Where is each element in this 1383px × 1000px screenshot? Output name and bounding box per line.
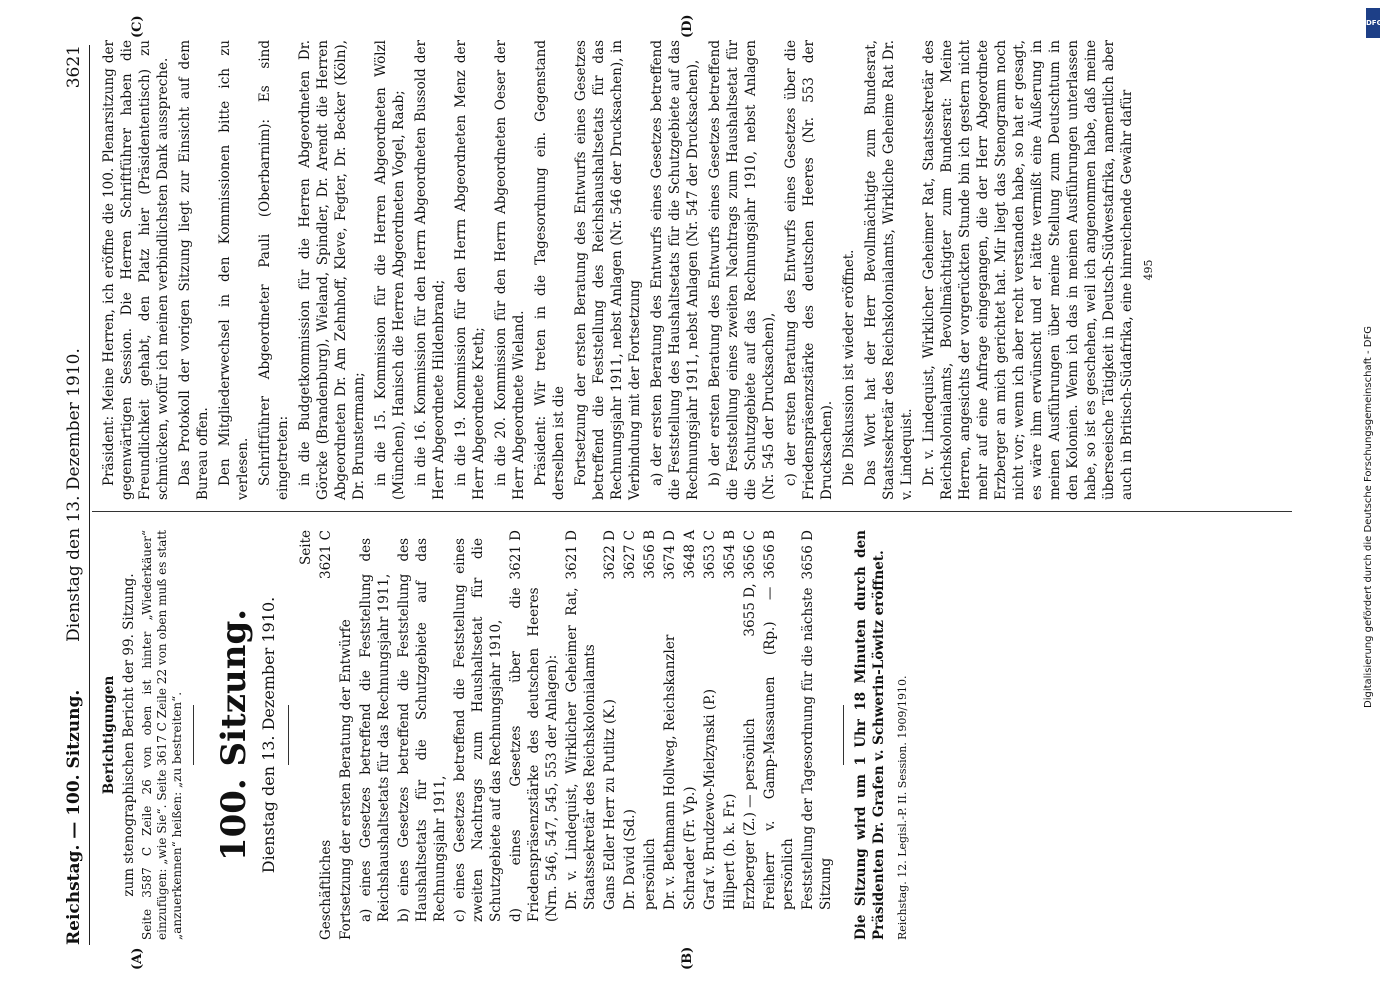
proceedings-paragraph: in die Budgetkommission für die Herren Abgeordneten Dr. Görcke (Brandenburg), Wieland, Spindler, Dr. Arendt die Herren Abgeordneten Dr. Am Zehnhoff, Kleve, Fegter, Dr. Becker (Köln), Dr. Brunstermann; (297, 40, 367, 500)
toc-entry-page: 3656 B (642, 530, 658, 579)
toc-entry (799, 530, 835, 940)
margin-marker-d: (D) (680, 14, 695, 38)
page-footer: Reichstag. 12. Legisl.-P. II. Session. 1909/1910. (896, 675, 909, 940)
column-divider (92, 511, 1292, 512)
toc-entry-text: Dr. David (Sd.) (622, 809, 638, 910)
table-of-contents (317, 530, 835, 940)
header-left: Reichstag. — 100. Sitzung. (64, 689, 84, 945)
divider (193, 705, 194, 765)
toc-entry (661, 530, 679, 940)
toc-entry-text: Gans Edler Herr zu Putlitz (K.) (602, 699, 618, 910)
digitization-sidebar (1358, 8, 1380, 708)
toc-entry-text: a) eines Gesetzes betreffend die Feststellung des Reichshaushaltsetats für das Rechnungsjahr 1911, (358, 538, 392, 922)
toc-entry (621, 530, 639, 940)
proceedings-paragraph: Schriftführer Abgeordneter Pauli (Oberbarnim): Es sind eingetreten: (257, 40, 291, 500)
toc-entry (357, 530, 393, 940)
session-date: Dienstag den 13. Dezember 1910. (259, 596, 278, 874)
divider (288, 705, 289, 765)
proceedings-paragraph: Fortsetzung der ersten Beratung des Entwurfs eines Gesetzes betreffend die Feststellung des Reichshaushaltsetats für das Rechnungsjahr 1911, nebst Anlagen (Nr. 546 der Drucksachen), in Verbindung mit der Fortsetzung (573, 40, 643, 500)
proceedings-paragraph: b) der ersten Beratung des Entwurfs eines Gesetzes betreffend die Feststellung eines zweiten Nachtrags zum Haushaltsetat für die Schutzgebiete auf das Rechnungsjahr 1910, nebst Anlagen (Nr. 545 der Drucksachen), (707, 40, 777, 500)
proceedings-paragraph: Das Wort hat der Herr Bevollmächtigte zum Bundesrat, Staatssekretär des Reichskolonialamts, Wirkliche Geheime Rat Dr. v. Lindequist. (863, 40, 915, 500)
toc-entry (451, 530, 505, 940)
proceedings-paragraph: Präsident: Wir treten in die Tagesordnung ein. Gegenstand derselben ist die (533, 40, 567, 500)
seite-label: Seite (298, 530, 314, 565)
toc-entry-text: b) eines Gesetzes betreffend die Feststellung des Haushaltsetats für die Schutzgebiete auf das Rechnungsjahr 1911, (396, 538, 448, 922)
toc-entry (701, 530, 719, 940)
berichtigungen-title: Berichtigungen (101, 675, 117, 795)
toc-entry-text: Hilpert (b. k. Fr.) (722, 793, 738, 910)
berichtigungen-text: Seite 3587 C Zeile 26 von oben ist hinter „Wiederkäuer“ einzufügen: „wie Sie“. Seite 3617 C Zeile 22 von oben muß es statt „anzuerkennen“ heißen: „zu bestreiten“. (140, 530, 184, 940)
proceedings-paragraph: Das Protokoll der vorigen Sitzung liegt zur Einsicht auf dem Bureau offen. (177, 40, 211, 500)
toc-entry-text: Dr. v. Lindequist, Wirklicher Geheimer Rat, Staatssekretär des Reichskolonialamts (564, 587, 598, 910)
proceedings-paragraph: Den Mitgliederwechsel in den Kommissionen bitte ich zu verlesen. (217, 40, 251, 500)
toc-entry-text: Graf v. Brudzewo-Mielzynski (P.) (702, 688, 718, 910)
toc-entry-text: Freiherr v. Gamp-Massaunen (Rp.) — persönlich (762, 586, 796, 910)
proceedings-paragraph: c) der ersten Beratung des Entwurfs eines Gesetzes über die Friedenspräsenzstärke des deutschen Heeres (Nr. 553 der Drucksachen). (783, 40, 835, 500)
proceedings-paragraph: Dr. v. Lindequist, Wirklicher Geheimer Rat, Staatssekretär des Reichskolonialamts, Bevollmächtigter zum Bundesrat: Meine Herren, angesichts der vorgerückten Stunde bin ich gestern nicht mehr auf eine Anfrage eingegangen, die der Herr Abgeordnete Erzberger an mich gerichtet hat. Mir liegt das Stenogramm noch nicht vor; wenn ich aber recht verstanden habe, so hat er gesagt, es wäre ihm erwünscht und er hätte vermißt eine Äußerung in meinen Ausführungen über meine Stellung zum Deutschtum in den Kolonien. Wenn ich das in meinen Ausführungen unterlassen habe, so ist es geschehen, weil ich angenommen habe, daß meine überseeische Tätigkeit in Deutsch-Südwestafrika, namentlich aber auch in Britisch-Südafrika, eine hinreichende Gewähr dafür (921, 40, 1135, 500)
right-column (100, 40, 1300, 500)
toc-entry (337, 530, 355, 940)
toc-entry-page: 3656 D (800, 530, 816, 580)
header-center: Dienstag den 13. Dezember 1910. (64, 348, 84, 642)
margin-marker-c: (C) (130, 15, 145, 38)
toc-entry (317, 530, 335, 940)
toc-entry-page: 3627 C (622, 530, 638, 579)
toc-entry (761, 530, 797, 940)
toc-entry-text: Schrader (Fr. Vp.) (682, 786, 698, 910)
toc-entry (507, 530, 561, 940)
sheet-number: 495 (1142, 259, 1155, 281)
proceedings-paragraph: Die Diskussion ist wieder eröffnet. (841, 249, 857, 486)
header-page-number: 3621 (64, 45, 84, 89)
toc-entry (601, 530, 619, 940)
toc-entry-page: 3621 D (508, 530, 524, 580)
toc-entry-page: 3621 C (318, 530, 334, 579)
toc-entry-page: 3654 B (722, 530, 738, 579)
toc-entry-page: 3674 D (662, 530, 678, 580)
toc-entry-page: 3656 B (762, 530, 778, 579)
toc-entry (395, 530, 449, 940)
opening-statement: Die Sitzung wird um 1 Uhr 18 Minuten durch den Präsidenten Dr. Grafen v. Schwerin-Löwitz eröffnet. (853, 530, 887, 940)
margin-marker-a: (A) (130, 947, 145, 970)
toc-entry-page: 3653 C (702, 530, 718, 579)
proceedings-paragraph: a) der ersten Beratung des Entwurfs eines Gesetzes betreffend die Feststellung des Haushaltsetats für die Schutzgebiete auf das Rechnungsjahr 1911, nebst Anlagen (Nr. 547 der Drucksachen), (649, 40, 701, 500)
toc-entry (681, 530, 699, 940)
session-title: 100. Sitzung. (214, 608, 254, 862)
toc-entry-text: persönlich (642, 838, 658, 910)
proceedings-paragraph: Präsident: Meine Herren, ich eröffne die 100. Plenarsitzung der gegenwärtigen Session. Die Herren Schriftführer haben die Freundlichkeit gehabt, den Platz hier (Präsidententisch) zu schmücken, wofür ich meinen verbindlichsten Dank ausspreche. (101, 40, 171, 500)
margin-marker-b: (B) (680, 946, 695, 970)
left-column (100, 530, 1300, 940)
proceedings-paragraph: in die 15. Kommission für die Herren Abgeordneten Wölzl (München), Hanisch die Herren Abgeordneten Vogel, Raab; (373, 40, 407, 500)
toc-entry (721, 530, 739, 940)
toc-entry-page: 3621 D (564, 530, 580, 580)
toc-entry-page: 3648 A (682, 530, 698, 579)
toc-entry-page: 3655 D, 3656 C (742, 530, 758, 637)
berichtigungen-subtitle: zum stenographischen Bericht der 99. Sitzung. (121, 573, 137, 897)
toc-entry (563, 530, 599, 940)
toc-entry-text: c) eines Gesetzes betreffend die Feststellung eines zweiten Nachtrags zum Haushaltsetat für die Schutzgebiete auf das Rechnungsjahr 1910, (452, 538, 504, 922)
proceedings-paragraph: in die 16. Kommission für den Herrn Abgeordneten Bussold der Herr Abgeordnete Hildenbrand; (413, 40, 447, 500)
divider (843, 705, 844, 765)
toc-entry-text: Feststellung der Tagesordnung für die nächste Sitzung (800, 587, 834, 910)
running-header (60, 45, 90, 945)
toc-entry-text: Fortsetzung der ersten Beratung der Entwürfe (338, 619, 354, 940)
toc-entry-text: Erzberger (Z.) — persönlich (742, 718, 758, 910)
toc-entry-text: d) eines Gesetzes über die Friedenspräsenzstärke des deutschen Heeres (Nrn. 546, 547, 545, 553 der Anlagen): (508, 587, 560, 922)
proceedings-paragraph: in die 19. Kommission für den Herrn Abgeordneten Menz der Herr Abgeordnete Kreth; (453, 40, 487, 500)
proceedings-paragraph: in die 20. Kommission für den Herrn Abgeordneten Oeser der Herr Abgeordnete Wieland. (493, 40, 527, 500)
toc-entry-text: Geschäftliches (318, 839, 334, 940)
toc-entry (641, 530, 659, 940)
toc-entry-text: Dr. v. Bethmann Hollweg, Reichskanzler (662, 634, 678, 910)
digitization-note: Digitalisierung gefördert durch die Deutsche Forschungsgemeinschaft - DFG (1363, 325, 1374, 708)
toc-entry (741, 530, 759, 940)
toc-entry-page: 3622 D (602, 530, 618, 580)
proceedings-text (100, 40, 1136, 500)
dfg-logo: DFG (1366, 8, 1380, 38)
